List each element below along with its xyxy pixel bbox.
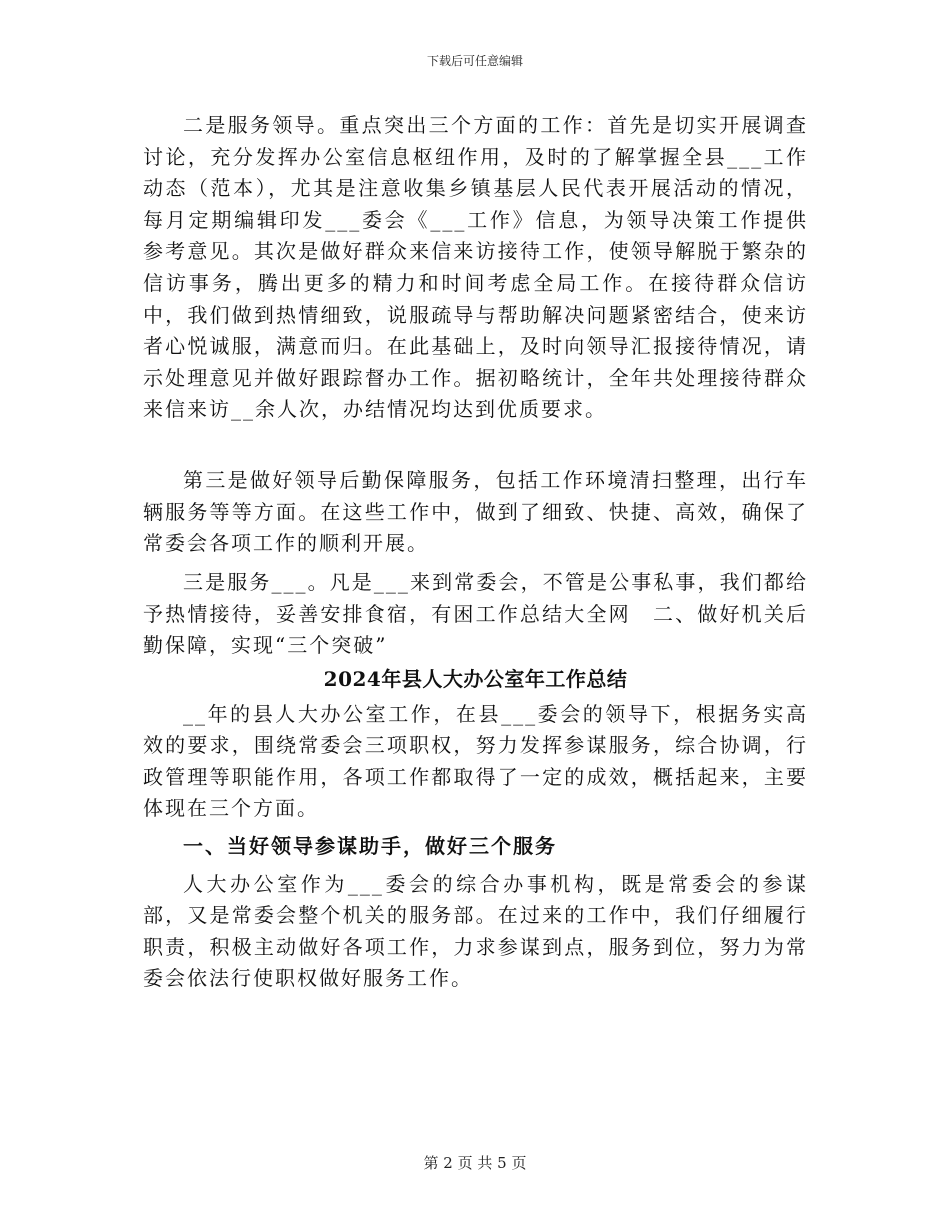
section-heading-1: 一、当好领导参谋助手，做好三个服务: [183, 833, 557, 858]
paragraph-service-visitors: 三是服务___。凡是___来到常委会，不管是公事私事，我们都给予热情接待，妥善安排食宿，有困工作总结大全网 二、做好机关后勤保障，实现“三个突破”: [143, 570, 808, 658]
page-number: 第 2 页 共 5 页: [423, 1154, 527, 1172]
paragraph-logistics-service: 第三是做好领导后勤保障服务，包括工作环境清扫整理，出行车辆服务等等方面。在这些工作中，做到了细致、快捷、高效，确保了常委会各项工作的顺利开展。: [143, 468, 808, 556]
paragraph-office-role: 人大办公室作为___委会的综合办事机构，既是常委会的参谋部，又是常委会整个机关的服务部。在过来的工作中，我们仔细履行职责，积极主动做好各项工作，力求参谋到点，服务到位，努力为常委会依法行使职权做好服务工作。: [143, 871, 808, 991]
page-header-note: 下载后可任意编辑: [426, 54, 523, 68]
paragraph-service-leadership: 二是服务领导。重点突出三个方面的工作：首先是切实开展调查讨论，充分发挥办公室信息枢纽作用，及时的了解掌握全县___工作动态（范本），尤其是注意收集乡镇基层人民代表开展活动的情况，每月定期编辑印发___委会《___工作》信息，为领导决策工作提供参考意见。其次是做好群众来信来访接待工作，使领导解脱于繁杂的信访事务，腾出更多的精力和时间考虑全局工作。在接待群众信访中，我们做到热情细致，说服疏导与帮助解决问题紧密结合，使来访者心悦诚服，满意而归。在此基础上，及时向领导汇报接待情况，请示处理意见并做好跟踪督办工作。据初略统计，全年共处理接待群众来信来访__余人次，办结情况均达到优质要求。: [143, 113, 808, 422]
document-title: 2024年县人大办公室年工作总结: [323, 667, 628, 691]
paragraph-intro: __年的县人大办公室工作，在县___委会的领导下，根据务实高效的要求，围绕常委会三项职权，努力发挥参谋服务，综合协调，行政管理等职能作用，各项工作都取得了一定的成效，概括起来，主要体现在三个方面。: [143, 701, 808, 821]
document-body: [143, 110, 808, 995]
